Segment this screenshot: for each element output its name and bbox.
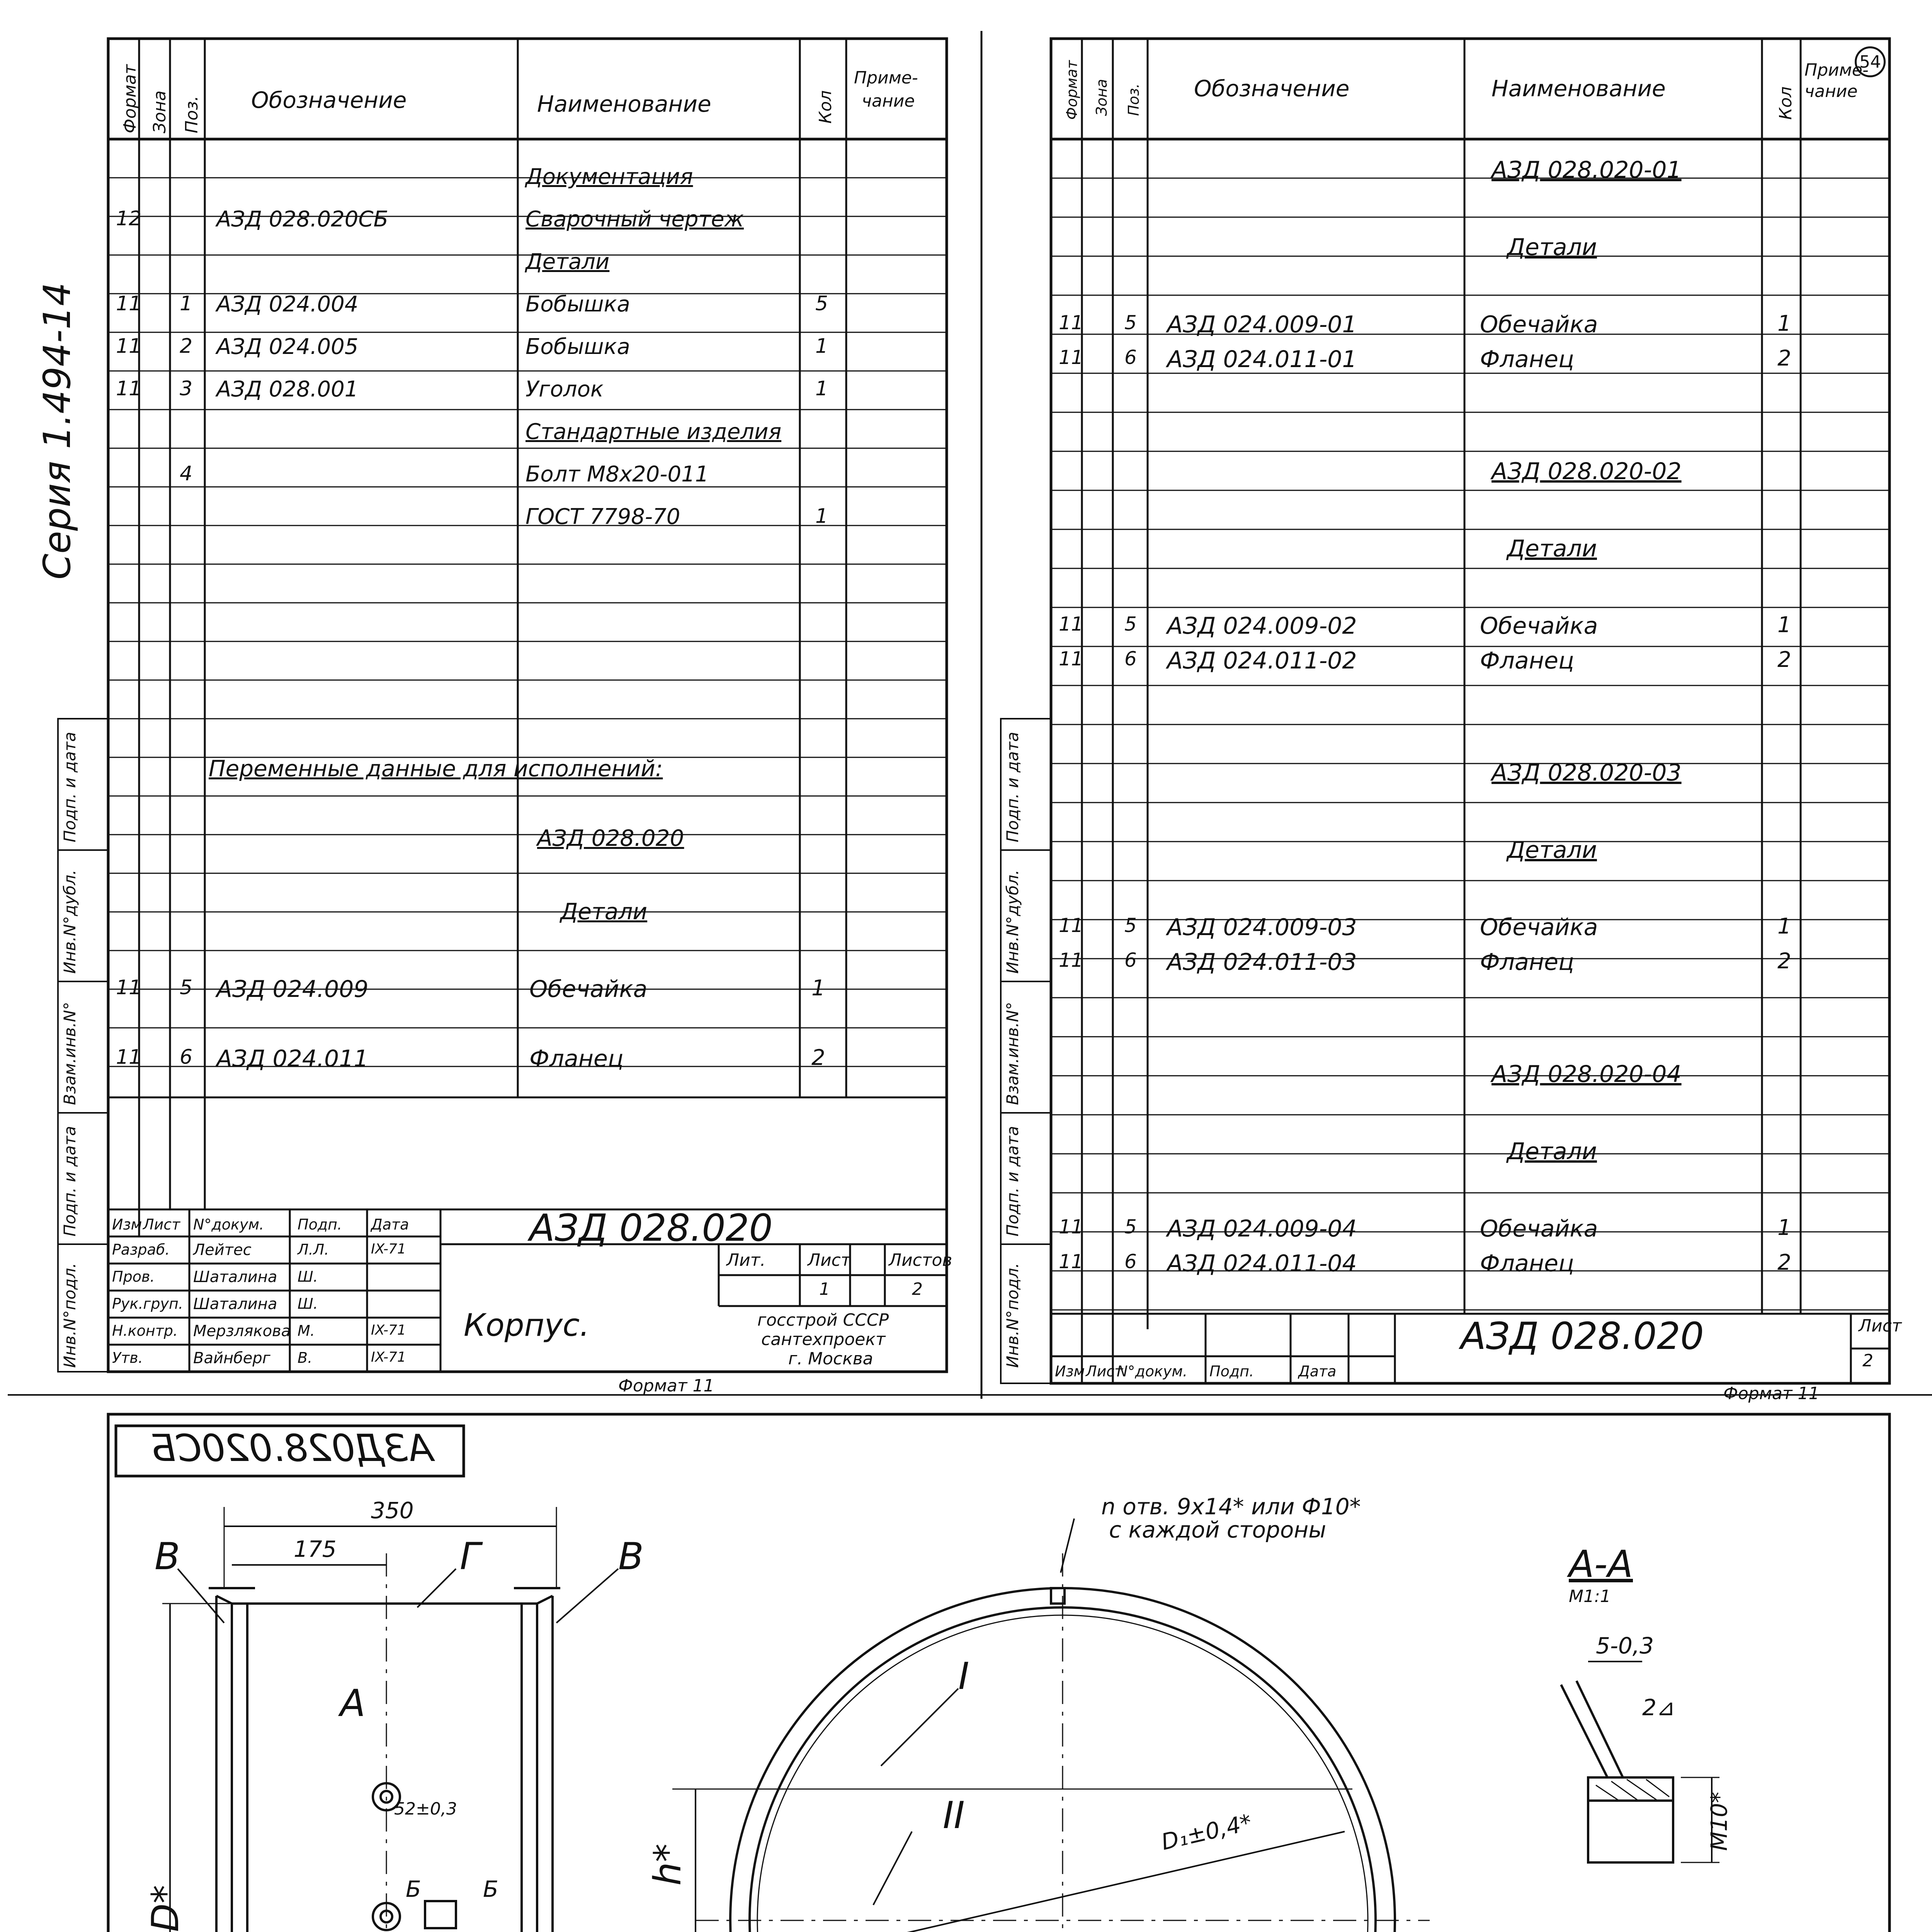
spec-row-format: 11 xyxy=(116,292,142,315)
s2-col-note-header-1: Приме- xyxy=(1804,60,1869,80)
stamp1-date: IX-71 xyxy=(371,1349,406,1365)
col-qty-header: Кол xyxy=(816,90,835,124)
sheet1-org-1: госстрой СССР xyxy=(757,1310,889,1330)
side-margin-label: Подп. и дата xyxy=(60,1126,79,1236)
variant-block-row-qty: 1 xyxy=(1777,311,1791,336)
side-margin-label: Инв.N°дубл. xyxy=(60,869,79,974)
side-margin-label: Подп. и дата xyxy=(1003,731,1022,842)
holes-note-2: с каждой стороны xyxy=(1109,1517,1327,1543)
stamp2-head-sign: Подп. xyxy=(1209,1363,1254,1380)
roman-i-top: I xyxy=(958,1655,969,1698)
stamp1-name: Мерзлякова xyxy=(193,1322,291,1340)
spec-row-qty: 1 xyxy=(815,377,828,400)
col-note-header-1: Приме- xyxy=(854,68,918,88)
stamp1-date: IX-71 xyxy=(371,1241,406,1257)
spec-row-qty: 5 xyxy=(815,292,828,315)
sheet1-title: Корпус. xyxy=(464,1307,590,1343)
variable-data-heading: Переменные данные для исполнений: xyxy=(209,755,663,782)
variant-block-row-pos: 6 xyxy=(1124,648,1137,670)
variant-block-row-pos: 5 xyxy=(1124,1216,1137,1238)
h-star-top: h* xyxy=(646,1844,689,1886)
spec-row-qty: 1 xyxy=(815,505,828,528)
spec-row-name: ГОСТ 7798-70 xyxy=(526,504,680,529)
variant-block-row-designation: АЗД 024.009-02 xyxy=(1167,612,1357,639)
side-margin-label: Инв.N°подл. xyxy=(60,1263,79,1368)
variant-block-row-qty: 1 xyxy=(1777,914,1791,939)
variant-block-row-name: Обечайка xyxy=(1480,612,1598,639)
variant-block-row-format: 11 xyxy=(1059,346,1083,369)
variant-block-row-format: 11 xyxy=(1059,1250,1083,1273)
stamp1-sign: Ш. xyxy=(298,1295,318,1312)
s2-col-format-header: Формат xyxy=(1063,60,1080,120)
spec-row-name: Болт М8х20-011 xyxy=(526,462,709,487)
stamp2-head-docnum: N°докум. xyxy=(1117,1363,1188,1380)
variant-block-row-name: Обечайка xyxy=(1480,311,1598,338)
stamp1-head-sign: Подп. xyxy=(298,1216,342,1233)
spec-row-name: Стандартные изделия xyxy=(526,419,782,444)
spec-row-format: 11 xyxy=(116,335,142,358)
side-margin-label: Инв.N°дубл. xyxy=(1003,869,1022,974)
stamp1-role: Утв. xyxy=(112,1349,143,1366)
variant-block-row-qty: 1 xyxy=(1777,612,1791,638)
section-aa-scale: М1:1 xyxy=(1569,1587,1611,1606)
stamp1-sign: Л.Л. xyxy=(298,1241,329,1258)
series-label: Серия 1.494-14 xyxy=(36,282,79,580)
variant-block-row-designation: АЗД 024.011-04 xyxy=(1167,1250,1357,1277)
stamp1-role: Н.контр. xyxy=(112,1322,178,1339)
variant-name: АЗД 028.020 xyxy=(537,825,684,851)
variant-block-row-pos: 6 xyxy=(1124,1250,1137,1273)
variant-block-title: АЗД 028.020-01 xyxy=(1492,156,1682,184)
stamp1-sign: Ш. xyxy=(298,1268,318,1285)
col-designation-header: Обозначение xyxy=(251,87,407,113)
variant-block-row-designation: АЗД 024.011-03 xyxy=(1167,949,1357,976)
stamp1-name: Шаталина xyxy=(193,1268,277,1286)
side-margin-label: Подп. и дата xyxy=(60,731,79,842)
label-b-left: В xyxy=(155,1535,180,1578)
spec-row-name: Уголок xyxy=(526,377,604,402)
stamp1-name: Вайнберг xyxy=(193,1349,270,1367)
variant-block-row-pos: 5 xyxy=(1124,914,1137,937)
spec-row-pos: 3 xyxy=(180,377,193,400)
sheet1-org-3: г. Москва xyxy=(788,1349,873,1369)
dim-350: 350 xyxy=(371,1497,414,1524)
stamp2-head-date: Дата xyxy=(1298,1363,1337,1380)
variant-block-row-name: Обечайка xyxy=(1480,1215,1598,1242)
variant-row-format: 11 xyxy=(116,1046,142,1069)
variant-row-name: Фланец xyxy=(529,1045,624,1072)
variant-block-row-qty: 2 xyxy=(1777,647,1791,672)
variant-block-row-qty: 2 xyxy=(1777,949,1791,974)
weld-2a-top: 2⊿ xyxy=(1642,1694,1675,1721)
variant-block-row-format: 11 xyxy=(1059,914,1083,937)
spec-row-name: Детали xyxy=(526,249,610,274)
variant-block-sub: Детали xyxy=(1507,234,1597,261)
variant-block-row-format: 11 xyxy=(1059,311,1083,334)
sheet2-format: Формат 11 xyxy=(1723,1384,1820,1403)
label-g: Г xyxy=(460,1535,481,1578)
dim-175: 175 xyxy=(294,1536,337,1562)
variant-block-row-name: Фланец xyxy=(1480,949,1574,976)
variant-block-row-format: 11 xyxy=(1059,648,1083,670)
variant-row-pos: 6 xyxy=(180,1046,193,1069)
s2-col-qty-header: Кол xyxy=(1776,86,1796,120)
col-name-header: Наименование xyxy=(537,91,711,117)
stamp1-head-docnum: N°докум. xyxy=(193,1216,264,1233)
stamp1-role: Разраб. xyxy=(112,1241,170,1258)
s2-col-designation-header: Обозначение xyxy=(1194,75,1350,102)
stamp1-role: Пров. xyxy=(112,1268,155,1285)
spec-row-designation: АЗД 028.020СБ xyxy=(216,207,388,232)
label-b6-left: Б xyxy=(406,1876,421,1902)
stamp1-name: Лейтес xyxy=(193,1241,252,1259)
sheet2-list-value: 2 xyxy=(1862,1351,1873,1371)
variant-block-row-name: Фланец xyxy=(1480,647,1574,674)
variant-block-sub: Детали xyxy=(1507,535,1597,562)
sheet2-list-label: Лист xyxy=(1859,1316,1902,1336)
variant-block-row-qty: 2 xyxy=(1777,1250,1791,1275)
variant-block-row-designation: АЗД 024.009-01 xyxy=(1167,311,1357,338)
stamp2-head-izm: Изм xyxy=(1055,1363,1085,1380)
spec-row-pos: 2 xyxy=(180,335,193,358)
col-note-header-2: чание xyxy=(862,91,915,111)
variant-block-row-qty: 1 xyxy=(1777,1215,1791,1240)
sheet1-org-2: сантехпроект xyxy=(761,1330,886,1349)
s2-col-pos-header: Поз. xyxy=(1125,83,1142,116)
variant-block-row-designation: АЗД 024.011-02 xyxy=(1167,647,1357,674)
variant-block-sub: Детали xyxy=(1507,837,1597,864)
spec-row-name: Бобышка xyxy=(526,292,630,317)
stamp1-sign: М. xyxy=(298,1322,315,1339)
variant-block-row-pos: 5 xyxy=(1124,613,1137,635)
side-margin-label: Взам.инв.N° xyxy=(1003,1002,1022,1105)
variant-block-row-name: Обечайка xyxy=(1480,914,1598,941)
spec-row-pos: 1 xyxy=(180,292,193,315)
s2-col-zone-header: Зона xyxy=(1093,79,1110,116)
variant-block-title: АЗД 028.020-04 xyxy=(1492,1061,1682,1088)
spec-row-qty: 1 xyxy=(815,335,828,358)
variant-row-name: Обечайка xyxy=(529,976,648,1003)
variant-block-row-format: 11 xyxy=(1059,613,1083,635)
label-b6-right: Б xyxy=(483,1876,498,1902)
variant-block-row-format: 11 xyxy=(1059,1216,1083,1238)
s2-col-name-header: Наименование xyxy=(1492,75,1666,102)
stamp1-head-list: Лист xyxy=(143,1216,180,1233)
label-b-right: В xyxy=(618,1535,644,1578)
dim-52: 52±0,3 xyxy=(394,1799,457,1819)
variant-block-row-designation: АЗД 024.011-01 xyxy=(1167,346,1357,373)
spec-row-pos: 4 xyxy=(180,462,193,485)
mirrored-title: АЗД028.020СБ xyxy=(150,1427,434,1470)
variant-row-qty: 2 xyxy=(811,1045,825,1070)
sheet-mark: 54 xyxy=(1855,46,1886,77)
roman-ii: II xyxy=(943,1794,965,1837)
variant-row-qty: 1 xyxy=(811,976,825,1001)
variant-row-format: 11 xyxy=(116,976,142,999)
sheet1-doc-number: АЗД 028.020 xyxy=(529,1206,773,1250)
stamp1-name: Шаталина xyxy=(193,1295,277,1313)
spec-row-format: 12 xyxy=(116,207,142,230)
variant-block-row-pos: 6 xyxy=(1124,949,1137,971)
variant-block-row-designation: АЗД 024.009-03 xyxy=(1167,914,1357,941)
variant-parts-heading: Детали xyxy=(560,898,648,925)
s2-col-note-header-2: чание xyxy=(1804,82,1858,101)
variant-block-title: АЗД 028.020-02 xyxy=(1492,458,1682,485)
sheet2-doc-number: АЗД 028.020 xyxy=(1461,1315,1704,1358)
variant-block-row-designation: АЗД 024.009-04 xyxy=(1167,1215,1357,1242)
stamp2-head-list: Лист xyxy=(1086,1363,1123,1380)
col-pos-header: Поз. xyxy=(182,95,202,133)
spec-row-name: Сварочный чертеж xyxy=(526,207,744,232)
variant-block-row-name: Фланец xyxy=(1480,1250,1574,1277)
dim-5-03: 5-0,3 xyxy=(1596,1633,1654,1659)
variant-block-sub: Детали xyxy=(1507,1138,1597,1165)
variant-block-row-name: Фланец xyxy=(1480,346,1574,373)
variant-row-pos: 5 xyxy=(180,976,193,999)
variant-block-row-qty: 2 xyxy=(1777,346,1791,371)
variant-block-row-format: 11 xyxy=(1059,949,1083,971)
sheet1-format: Формат 11 xyxy=(618,1376,714,1396)
label-d-star: D* xyxy=(144,1885,187,1932)
d1-dim: D₁±0,4* xyxy=(1158,1809,1254,1855)
sheet1-lit-label: Лит. xyxy=(726,1250,766,1270)
spec-row-name: Документация xyxy=(526,164,693,189)
spec-row-designation: АЗД 024.004 xyxy=(216,292,359,317)
spec-row-designation: АЗД 024.005 xyxy=(216,334,359,359)
spec-row-designation: АЗД 028.001 xyxy=(216,377,359,402)
spec-row-name: Бобышка xyxy=(526,334,630,359)
section-aa: А-А xyxy=(1569,1543,1633,1586)
stamp1-sign: В. xyxy=(298,1349,313,1366)
side-margin-label: Взам.инв.N° xyxy=(60,1002,79,1105)
spec-row-format: 11 xyxy=(116,377,142,400)
side-margin-label: Инв.N°подл. xyxy=(1003,1263,1022,1368)
variant-row-designation: АЗД 024.011 xyxy=(216,1045,369,1072)
stamp1-head-izm: Изм xyxy=(112,1216,142,1233)
stamp1-date: IX-71 xyxy=(371,1322,406,1338)
sheet1-lists-value: 2 xyxy=(912,1279,923,1299)
holes-note-1: n отв. 9х14* или Ф10* xyxy=(1101,1493,1361,1520)
variant-block-row-pos: 6 xyxy=(1124,346,1137,369)
sheet1-lists-label: Листов xyxy=(889,1250,952,1270)
side-margin-label: Подп. и дата xyxy=(1003,1126,1022,1236)
sheet1-list-label: Лист xyxy=(808,1250,851,1270)
m10-dim: М10* xyxy=(1706,1792,1732,1851)
stamp1-head-date: Дата xyxy=(371,1216,409,1233)
sheet1-list-value: 1 xyxy=(819,1279,830,1299)
variant-row-designation: АЗД 024.009 xyxy=(216,976,369,1003)
col-zone-header: Зона xyxy=(150,90,170,133)
stamp1-role: Рук.груп. xyxy=(112,1295,183,1312)
col-format-header: Формат xyxy=(120,64,140,133)
label-a-top: А xyxy=(340,1682,366,1725)
variant-block-row-pos: 5 xyxy=(1124,311,1137,334)
variant-block-title: АЗД 028.020-03 xyxy=(1492,759,1682,786)
